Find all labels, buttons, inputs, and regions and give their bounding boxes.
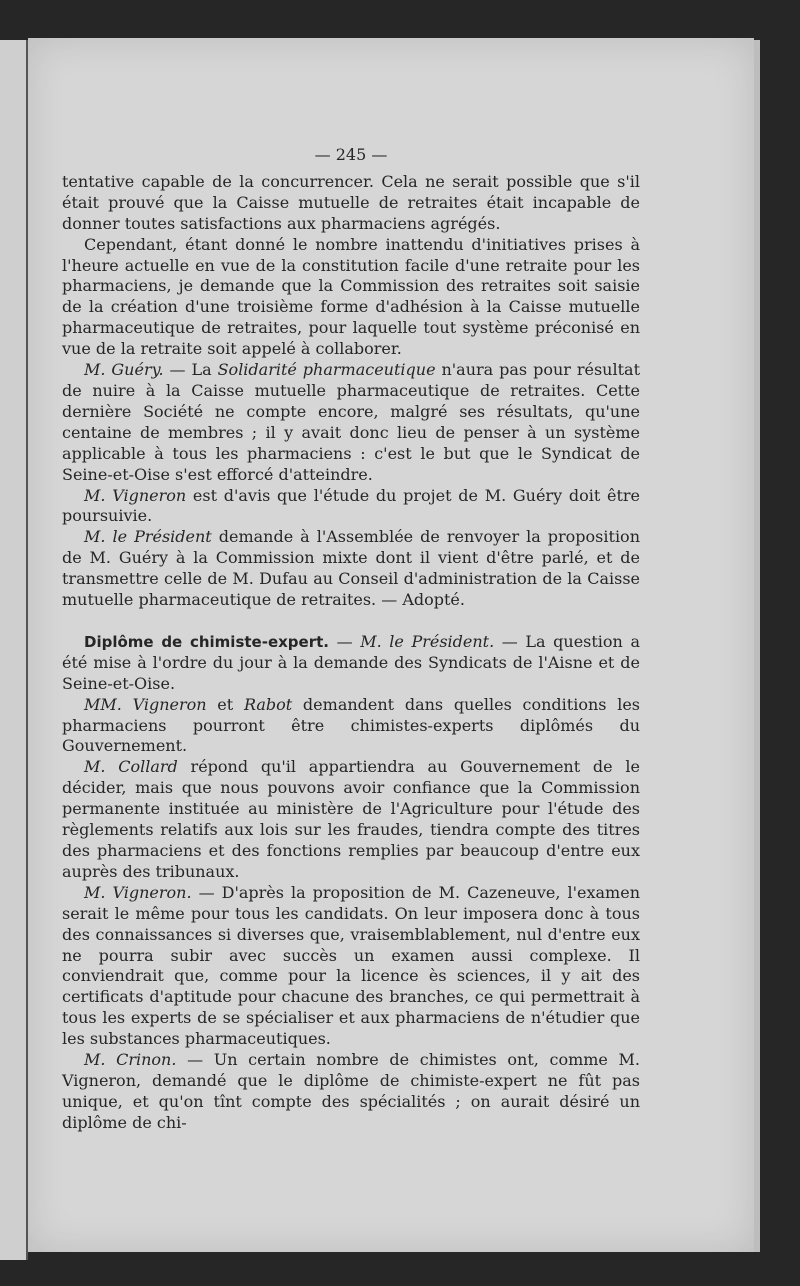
paragraph	[62, 527, 640, 611]
paragraph	[62, 235, 640, 360]
page-fore-edge	[754, 40, 760, 1252]
speaker-name: Rabot	[243, 694, 293, 714]
text-run: Cependant, étant donné le nombre inattendu d'initiatives prises à l'heure actuelle en vue de la constitution facile d'une retraite pour les pharmaciens, je demande que la Commission des retraites soit saisie de la création d'une troisième forme d'adhésion à la Caisse mutuelle pharmaceutique de retraites, pour laquelle tout système préconisé en vue de la retraite soit appelé à collaborer.	[62, 234, 640, 359]
speaker-name: M. Guéry.	[84, 360, 164, 380]
text-run: est d'avis que l'étude du projet de M. Guéry doit être poursuivie.	[62, 485, 640, 526]
section-heading: Diplôme de chimiste-expert.	[84, 632, 329, 651]
text-run: demandent dans quelles conditions les pharmaciens pourront être chimistes-experts diplômés du Gouvernement.	[62, 694, 640, 756]
paragraph	[62, 883, 640, 1050]
text-run: et	[206, 694, 244, 714]
section-paragraph	[62, 632, 640, 695]
speaker-name: M. le Président	[84, 527, 212, 547]
speaker-name: M. Vigneron.	[84, 882, 192, 902]
text-run: — La question a été mise à l'ordre du jour à la demande des Syndicats de l'Aisne et de Seine-et-Oise.	[62, 631, 641, 693]
speaker-name: Solidarité pharmaceutique	[217, 360, 436, 380]
page-number: — 245 —	[314, 145, 388, 164]
text-run: —	[328, 631, 361, 651]
paragraph	[62, 1050, 640, 1134]
text-run: répond qu'il appartiendra au Gouvernement de le décider, mais que nous pouvons avoir confiance que la Commission permanente instituée au ministère de l'Agriculture pour l'étude des règlements relatifs aux lois sur les fraudes, tiendra compte des titres des pharmaciens et des fonctions remplies par beaucoup d'entre eux auprès des tribunaux.	[62, 757, 640, 881]
text-run: — Un certain nombre de chimistes ont, comme M. Vigneron, demandé que le diplôme de chimiste-expert ne fût pas unique, et qu'on tînt compte des spécialités ; on aurait désiré un diplôme de chi-	[62, 1050, 641, 1132]
page-text	[62, 145, 640, 1134]
text-run: — La	[163, 360, 218, 380]
paragraph	[62, 695, 640, 758]
paragraph	[62, 757, 640, 882]
text-run: demande à l'Assemblée de renvoyer la proposition de M. Guéry à la Commission mixte dont il vient d'être parlé, et de transmettre celle de M. Dufau au Conseil d'administration de la Caisse mutuelle pharmaceutique de retraites. — Adopté.	[62, 527, 640, 610]
text-run: tentative capable de la concurrencer. Cela ne serait possible que s'il était prouvé que la Caisse mutuelle de retraites était incapable de donner toutes satisfactions aux pharmaciens agrégés.	[62, 171, 640, 233]
paragraphs	[62, 172, 640, 1134]
speaker-name: M. le Président.	[360, 631, 495, 651]
speaker-name: MM. Vigneron	[84, 694, 207, 714]
speaker-name: M. Collard	[84, 757, 178, 777]
paragraph	[62, 360, 640, 485]
text-run: n'aura pas pour résultat de nuire à la Caisse mutuelle pharmaceutique de retraites. Cette dernière Société ne compte encore, malgré ses résultats, qu'une centaine de membres ; il y avait donc lieu de penser à un système applicable à tous les pharmaciens : c'est le but que le Syndicat de Seine-et-Oise s'est efforcé d'atteindre.	[62, 360, 640, 484]
speaker-name: M. Crinon.	[84, 1050, 177, 1070]
speaker-name: M. Vigneron	[84, 485, 187, 505]
facing-page-edge	[0, 40, 28, 1260]
paragraph	[62, 172, 640, 235]
paragraph	[62, 486, 640, 528]
text-run: — D'après la proposition de M. Cazeneuve, l'examen serait le même pour tous les candidats. On leur imposera donc à tous des connaissances si diverses que, vraisemblablement, nul d'entre eux ne pourra subir avec succès un examen aussi complexe. Il conviendrait que, comme pour la licence ès sciences, il y ait des certificats d'aptitude pour chacune des branches, ce qui permettrait à tous les experts de se spécialiser et aux pharmaciens de n'étudier que les substances pharmaceutiques.	[62, 882, 640, 1049]
